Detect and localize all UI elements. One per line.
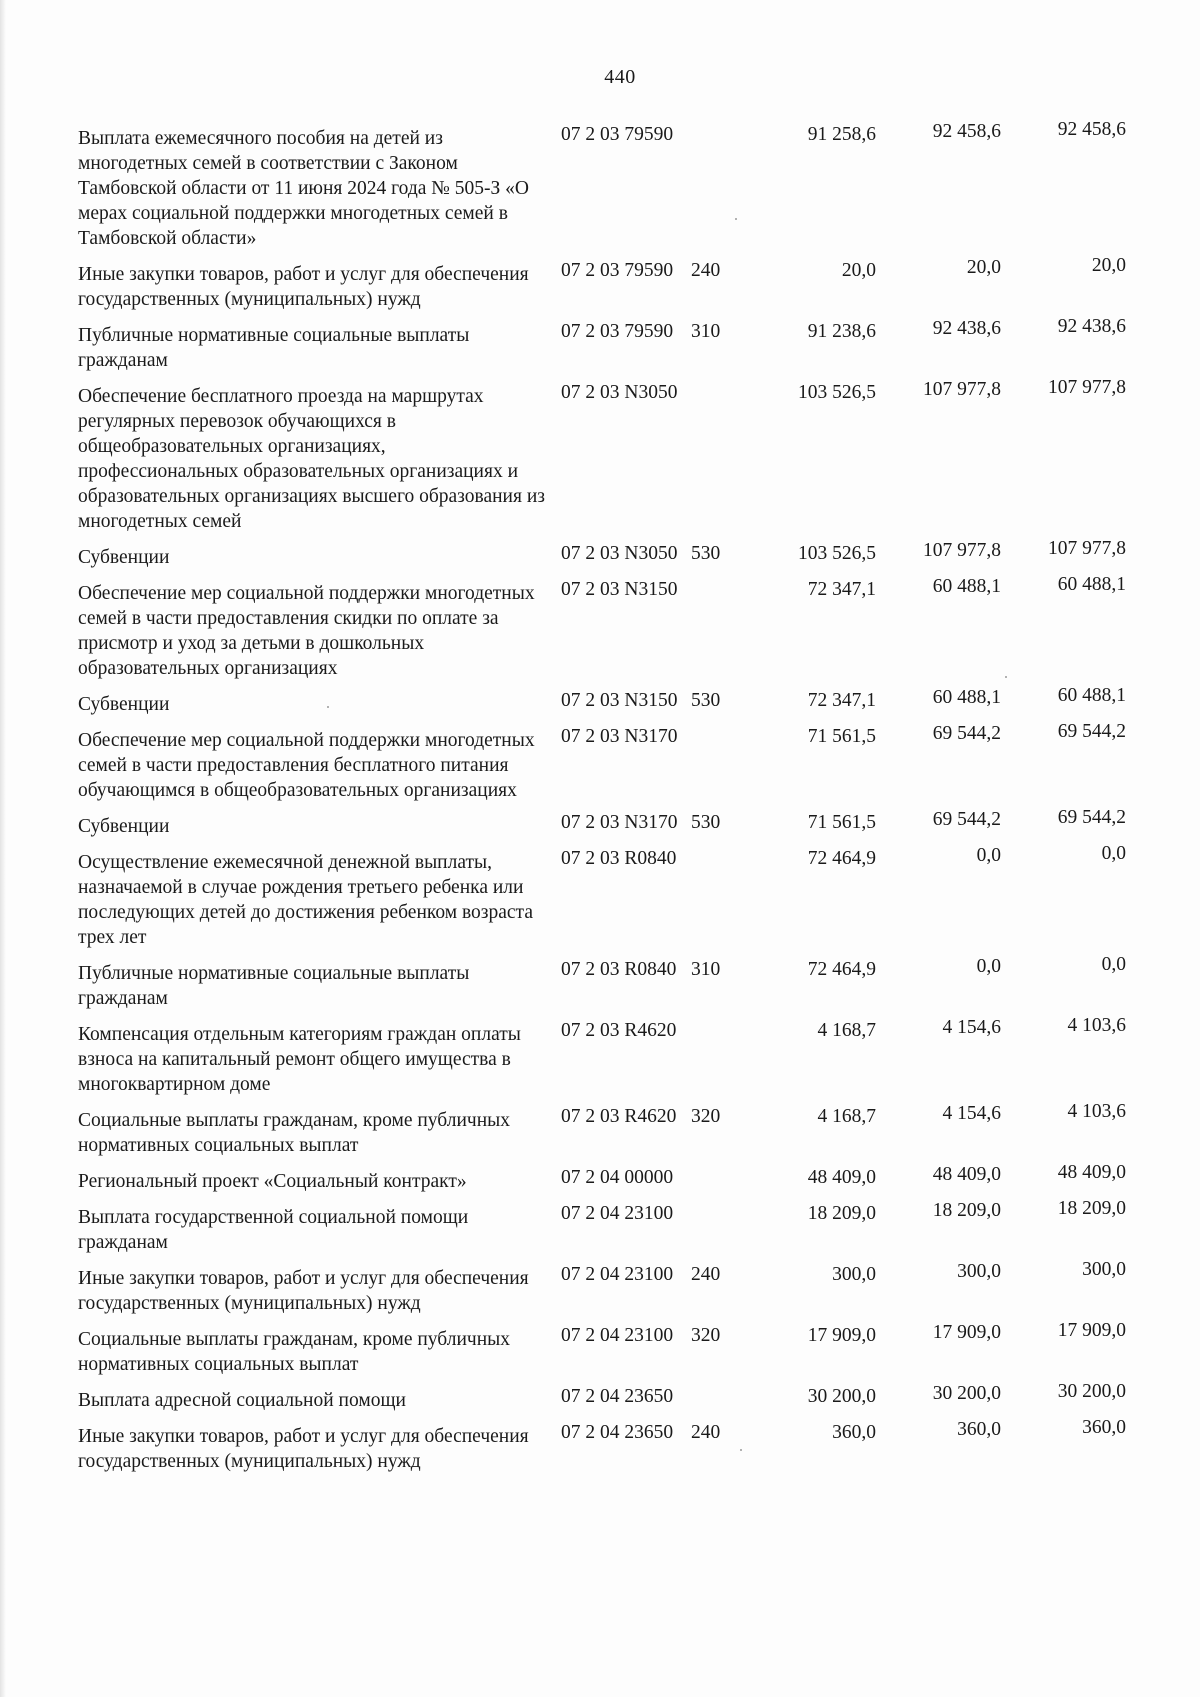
row-name-cell: Субвенции	[78, 694, 170, 715]
page-number: 440	[604, 66, 636, 88]
row-code-cell: 07 2 04 23650	[561, 1386, 674, 1407]
row-name-cell: Иные закупки товаров, работ и услуг для обеспечения государственных (муниципальных) нужд	[78, 1426, 529, 1472]
table-row	[78, 1101, 1168, 1158]
table-row	[78, 721, 1168, 803]
row-value-year3-cell: 17 909,0	[1057, 1320, 1126, 1341]
table-row	[78, 807, 1168, 839]
row-value-year3-cell: 107 977,8	[1048, 377, 1126, 398]
table-row	[78, 1381, 1168, 1413]
row-value-year3-cell: 69 544,2	[1057, 807, 1126, 828]
row-value-year3-cell: 60 488,1	[1057, 685, 1126, 706]
table-row	[78, 1198, 1168, 1255]
row-value-year1-cell: 91 258,6	[807, 124, 876, 145]
row-value-year1-cell: 48 409,0	[807, 1167, 876, 1188]
table-row	[78, 316, 1168, 373]
table-row	[78, 1320, 1168, 1377]
row-value-year1-cell: 300,0	[832, 1264, 876, 1285]
row-value-year2-cell: 4 154,6	[942, 1103, 1001, 1124]
row-value-year1-cell: 91 238,6	[807, 321, 876, 342]
row-expense-type-cell: 310	[691, 959, 721, 980]
row-code-cell: 07 2 03 R0840	[561, 848, 677, 869]
row-name-cell: Субвенции	[78, 547, 170, 568]
table-row	[78, 538, 1168, 570]
row-value-year3-cell: 0,0	[1101, 954, 1126, 975]
row-value-year1-cell: 30 200,0	[807, 1386, 876, 1407]
row-value-year1-cell: 360,0	[832, 1422, 876, 1443]
row-name-cell: Социальные выплаты гражданам, кроме публичных нормативных социальных выплат	[78, 1110, 510, 1156]
row-name-cell: Выплата адресной социальной помощи	[78, 1390, 406, 1411]
row-name-cell: Осуществление ежемесячной денежной выплаты, назначаемой в случае рождения третьего ребенка или последующих детей до достижения ребенком возраста трех лет	[78, 852, 533, 948]
row-code-cell: 07 2 04 00000	[561, 1167, 674, 1188]
table-row	[78, 574, 1168, 681]
row-value-year3-cell: 60 488,1	[1057, 574, 1126, 595]
table-row	[78, 377, 1168, 534]
row-name-cell: Иные закупки товаров, работ и услуг для обеспечения государственных (муниципальных) нужд	[78, 264, 529, 310]
row-expense-type-cell: 320	[691, 1106, 721, 1127]
row-value-year2-cell: 48 409,0	[932, 1164, 1001, 1185]
row-code-cell: 07 2 04 23100	[561, 1203, 674, 1224]
row-code-cell: 07 2 03 N3150	[561, 690, 678, 711]
row-value-year3-cell: 0,0	[1101, 843, 1126, 864]
row-code-cell: 07 2 03 N3170	[561, 812, 678, 833]
row-expense-type-cell: 240	[691, 1264, 721, 1285]
row-value-year3-cell: 92 458,6	[1057, 119, 1126, 140]
row-value-year3-cell: 360,0	[1082, 1417, 1126, 1438]
table-row	[78, 255, 1168, 312]
row-name-cell: Обеспечение мер социальной поддержки многодетных семей в части предоставления скидки по оплате за присмотр и уход за детьми в дошкольных образовательных организациях	[78, 583, 535, 679]
row-value-year1-cell: 71 561,5	[807, 812, 876, 833]
table-row	[78, 1259, 1168, 1316]
row-value-year1-cell: 18 209,0	[807, 1203, 876, 1224]
row-value-year1-cell: 71 561,5	[807, 726, 876, 747]
row-value-year1-cell: 4 168,7	[817, 1020, 876, 1041]
row-code-cell: 07 2 03 R4620	[561, 1106, 677, 1127]
row-name-cell: Обеспечение бесплатного проезда на маршрутах регулярных перевозок обучающихся в общеобразовательных организациях, профессиональных образовательных организациях и образовательных организациях высшего образования из многодетных семей	[78, 386, 545, 532]
row-value-year2-cell: 0,0	[976, 956, 1001, 977]
row-value-year2-cell: 360,0	[957, 1419, 1001, 1440]
row-expense-type-cell: 310	[691, 321, 721, 342]
table-row	[78, 685, 1168, 717]
scan-speck	[740, 1449, 742, 1451]
row-value-year2-cell: 69 544,2	[932, 723, 1001, 744]
row-code-cell: 07 2 03 N3050	[561, 543, 678, 564]
row-value-year3-cell: 107 977,8	[1048, 538, 1126, 559]
row-expense-type-cell: 240	[691, 1422, 721, 1443]
row-value-year2-cell: 69 544,2	[932, 809, 1001, 830]
scan-speck	[735, 218, 737, 220]
row-code-cell: 07 2 03 N3150	[561, 579, 678, 600]
row-value-year3-cell: 20,0	[1091, 255, 1126, 276]
row-name-cell: Публичные нормативные социальные выплаты гражданам	[78, 963, 470, 1009]
table-row	[78, 1417, 1168, 1474]
row-name-cell: Субвенции	[78, 816, 170, 837]
row-value-year2-cell: 18 209,0	[932, 1200, 1001, 1221]
row-value-year2-cell: 0,0	[976, 845, 1001, 866]
row-code-cell: 07 2 04 23650	[561, 1422, 674, 1443]
row-name-cell: Обеспечение мер социальной поддержки многодетных семей в части предоставления бесплатного питания обучающимся в общеобразовательных организациях	[78, 730, 535, 801]
row-expense-type-cell: 320	[691, 1325, 721, 1346]
row-value-year3-cell: 4 103,6	[1067, 1015, 1126, 1036]
row-value-year1-cell: 4 168,7	[817, 1106, 876, 1127]
row-code-cell: 07 2 03 79590	[561, 124, 674, 145]
row-value-year3-cell: 4 103,6	[1067, 1101, 1126, 1122]
row-value-year3-cell: 30 200,0	[1057, 1381, 1126, 1402]
row-expense-type-cell: 240	[691, 260, 721, 281]
row-value-year1-cell: 103 526,5	[798, 543, 876, 564]
table-row	[78, 119, 1168, 251]
row-value-year1-cell: 17 909,0	[807, 1325, 876, 1346]
row-value-year2-cell: 60 488,1	[932, 687, 1001, 708]
row-value-year3-cell: 300,0	[1082, 1259, 1126, 1280]
row-value-year2-cell: 30 200,0	[932, 1383, 1001, 1404]
row-value-year2-cell: 20,0	[966, 257, 1001, 278]
row-value-year3-cell: 18 209,0	[1057, 1198, 1126, 1219]
scan-speck	[1005, 676, 1007, 678]
row-value-year1-cell: 72 347,1	[807, 690, 876, 711]
row-name-cell: Иные закупки товаров, работ и услуг для обеспечения государственных (муниципальных) нужд	[78, 1268, 529, 1314]
row-value-year2-cell: 107 977,8	[923, 379, 1001, 400]
row-code-cell: 07 2 03 R4620	[561, 1020, 677, 1041]
table-row	[78, 843, 1168, 950]
table-row	[78, 1162, 1168, 1194]
row-code-cell: 07 2 03 R0840	[561, 959, 677, 980]
row-value-year3-cell: 69 544,2	[1057, 721, 1126, 742]
row-name-cell: Выплата ежемесячного пособия на детей из многодетных семей в соответствии с Законом Тамбовской области от 11 июня 2024 года № 505-З «О мерах социальной поддержки многодетных семей в Тамбовской области»	[78, 128, 529, 249]
row-code-cell: 07 2 04 23100	[561, 1325, 674, 1346]
row-name-cell: Публичные нормативные социальные выплаты гражданам	[78, 325, 470, 371]
row-code-cell: 07 2 04 23100	[561, 1264, 674, 1285]
row-expense-type-cell: 530	[691, 812, 721, 833]
row-value-year2-cell: 17 909,0	[932, 1322, 1001, 1343]
budget-table	[78, 119, 1168, 1481]
row-value-year1-cell: 72 464,9	[807, 848, 876, 869]
row-value-year1-cell: 103 526,5	[798, 382, 876, 403]
scan-edge-shadow	[0, 0, 6, 1697]
row-value-year2-cell: 4 154,6	[942, 1017, 1001, 1038]
row-value-year2-cell: 107 977,8	[923, 540, 1001, 561]
row-value-year2-cell: 92 458,6	[932, 121, 1001, 142]
table-row	[78, 1015, 1168, 1097]
table-row	[78, 954, 1168, 1011]
row-value-year1-cell: 72 464,9	[807, 959, 876, 980]
row-name-cell: Компенсация отдельным категориям граждан оплаты взноса на капитальный ремонт общего имущества в многоквартирном доме	[78, 1024, 521, 1095]
row-value-year3-cell: 92 438,6	[1057, 316, 1126, 337]
row-code-cell: 07 2 03 N3170	[561, 726, 678, 747]
scan-speck	[327, 706, 329, 708]
row-expense-type-cell: 530	[691, 690, 721, 711]
row-code-cell: 07 2 03 N3050	[561, 382, 678, 403]
row-value-year2-cell: 300,0	[957, 1261, 1001, 1282]
row-value-year2-cell: 92 438,6	[932, 318, 1001, 339]
row-value-year2-cell: 60 488,1	[932, 576, 1001, 597]
row-name-cell: Социальные выплаты гражданам, кроме публичных нормативных социальных выплат	[78, 1329, 510, 1375]
row-value-year1-cell: 72 347,1	[807, 579, 876, 600]
row-value-year3-cell: 48 409,0	[1057, 1162, 1126, 1183]
row-code-cell: 07 2 03 79590	[561, 260, 674, 281]
row-expense-type-cell: 530	[691, 543, 721, 564]
row-name-cell: Выплата государственной социальной помощи гражданам	[78, 1207, 469, 1253]
row-name-cell: Региональный проект «Социальный контракт»	[78, 1171, 467, 1192]
row-code-cell: 07 2 03 79590	[561, 321, 674, 342]
row-value-year1-cell: 20,0	[841, 260, 876, 281]
